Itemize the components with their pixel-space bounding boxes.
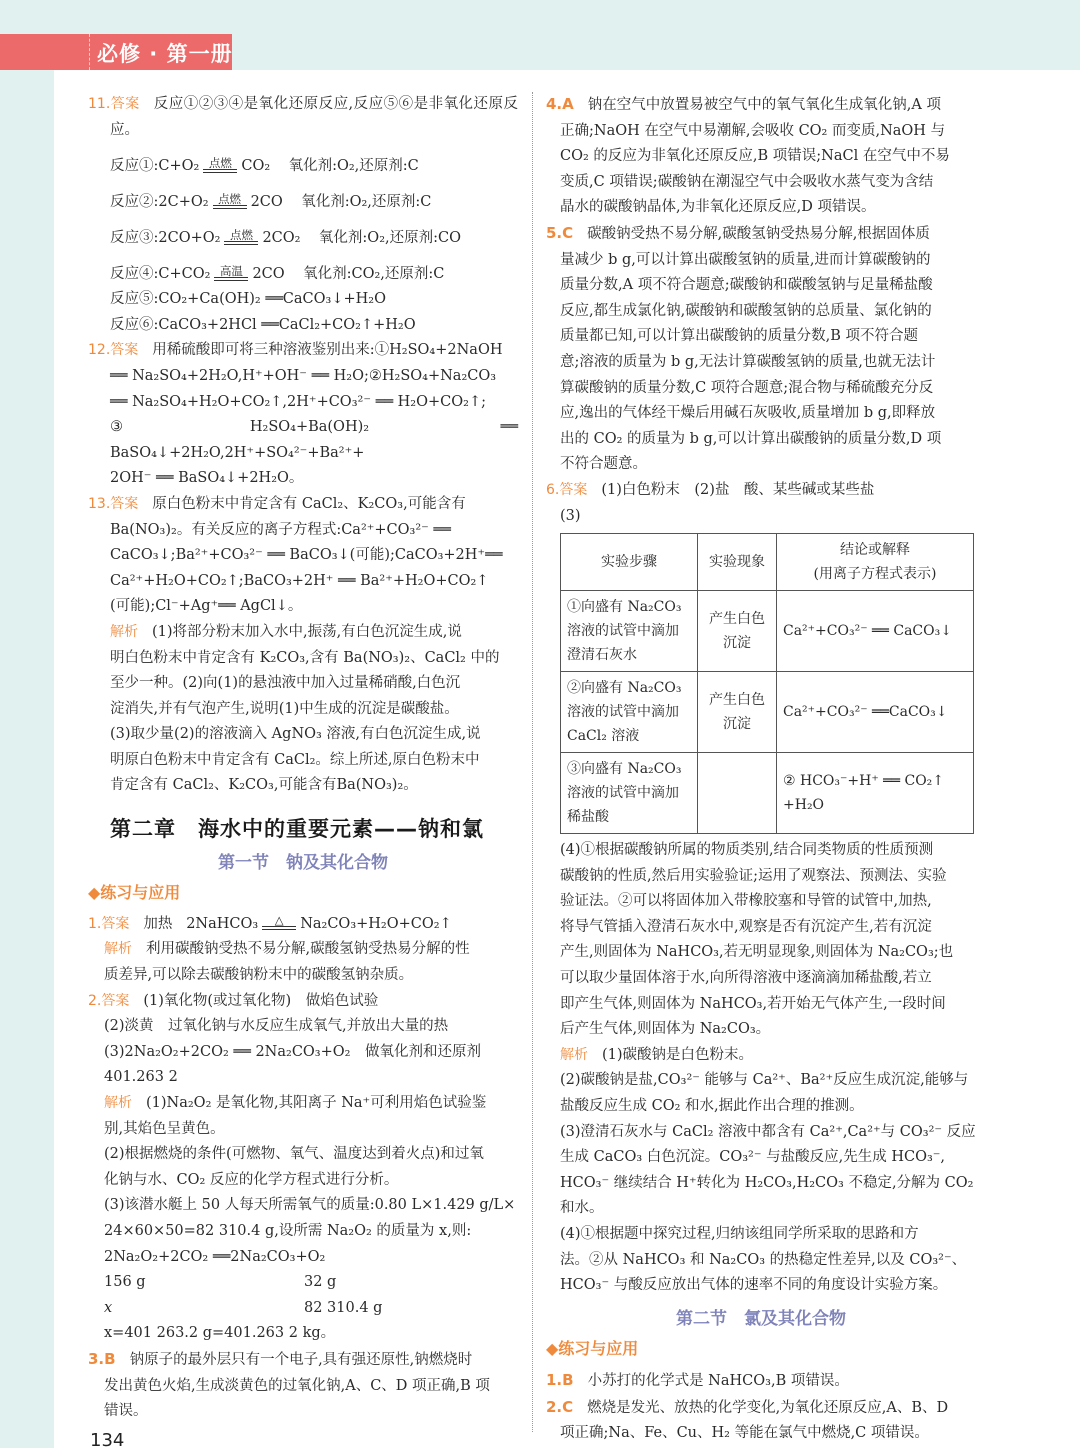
s2-answer-1: 1.B 小苏打的化学式是 NaHCO₃,B 项错误。 bbox=[546, 1370, 849, 1389]
s2-answer-2: 2.C 燃烧是发光、放热的化学变化,为氧化还原反应,A、B、D 项正确;Na、Fe、Cu、H₂ 等能在氯气中燃烧,C 项错误。 bbox=[546, 1397, 949, 1442]
answer-label: 2.答案 bbox=[88, 992, 130, 1009]
reaction-3: 反应③: 2CO+O₂ 点燃 2CO₂ 氧化剂:O₂,还原剂:CO bbox=[110, 228, 461, 246]
answer-label: 2.C bbox=[546, 1397, 574, 1416]
reaction-2: 反应②: 2C+O₂ 点燃 2CO 氧化剂:O₂,还原剂:C bbox=[110, 192, 432, 210]
table-row: ②向盛有 Na₂CO₃ 溶液的试管中滴加 CaCl₂ 溶液 产生白色沉淀 Ca²⁺+CO₃²⁻ ══CaCO₃↓ bbox=[561, 672, 974, 753]
reaction-4: 反应④: C+CO₂ 高温 2CO 氧化剂:CO₂,还原剂:C bbox=[110, 264, 445, 282]
table-header-row: 实验步骤 实验现象 结论或解释 (用离子方程式表示) bbox=[561, 534, 974, 591]
reaction-1: 反应①: C+O₂ 点燃 CO₂ 氧化剂:O₂,还原剂:C bbox=[110, 156, 419, 174]
answer-label: 3.B bbox=[88, 1349, 116, 1368]
page-number: 134 bbox=[90, 1430, 125, 1451]
answer-label: 5.C bbox=[546, 223, 574, 242]
analysis-label: 解析 bbox=[104, 941, 132, 958]
right-column bbox=[546, 92, 976, 1447]
s1-answer-5: 5.C 碳酸钠受热不易分解,碳酸氢钠受热易分解,根据固体质 量减少 b g,可以计算出碳酸氢钠的质量,进而计算碳酸钠的 质量分数,A 项不符合题意;碳酸钠和碳酸氢钠与足量稀盐酸 反应,都生成氯化钠,碳酸钠和碳酸氢钠的总质量、氯化钠的 质量都已知,可以计算出碳酸钠的质量分数,B 项不符合题 意;溶液的质量为 b g,无法计算碳酸氢钠的质量,也就无法计 算碳酸钠的质量分数,C 项符合题意;混合物与稀硫酸充分反 应,逸出的气体经干燥后用碱石灰吸收,质量增加 b g,即释放 出的 CO₂ 的质量为 b g,可以计算出碳酸钠的质量分数,D 项 不符合题意。 bbox=[546, 223, 942, 473]
chapter-title: 第二章 海水中的重要元素——钠和氯 bbox=[110, 817, 484, 842]
page-left-margin-strip bbox=[0, 55, 54, 1448]
column-divider bbox=[532, 92, 533, 1432]
answer-label: 11.答案 bbox=[88, 96, 140, 112]
left-column bbox=[88, 92, 518, 1425]
header-dash-line bbox=[89, 34, 90, 70]
practice-heading: ◆练习与应用 bbox=[88, 883, 181, 903]
practice-heading: ◆练习与应用 bbox=[546, 1339, 639, 1359]
book-title: 必修 · 第一册 bbox=[97, 42, 233, 66]
experiment-table bbox=[560, 533, 974, 834]
answer-label: 12.答案 bbox=[88, 342, 139, 359]
section-title: 第二节 氯及其化合物 bbox=[676, 1308, 846, 1329]
answer-11: 11.答案 反应①②③④是氧化还原反应,反应⑤⑥是非氧化还原反应。 反应①: C+O₂ 点燃 CO₂ 氧化剂:O₂,还原剂:C 反应②: 2C+O₂ 点燃 2CO 氧化剂:O₂,还原剂:C 反应③: 2CO+O₂ 点燃 2CO₂ 氧化剂:O₂,还原剂:CO 反应④: C+CO₂ 高温 2CO 氧化剂:CO₂,还原剂:C 反应⑤: CO₂+Ca(OH)₂ ══CaCO₃↓+H₂O 反应⑥: CaCO₃+2HCl ══CaCl₂+CO₂↑+H₂O bbox=[88, 92, 518, 338]
answer-label: 6.答案 bbox=[546, 481, 588, 498]
table-row: ①向盛有 Na₂CO₃ 溶液的试管中滴加澄清石灰水 产生白色沉淀 Ca²⁺+CO₃²⁻ ══ CaCO₃↓ bbox=[561, 591, 974, 672]
answer-label: 4.A bbox=[546, 95, 574, 113]
s1-answer-2: 2.答案 (1)氧化物(或过氧化物) 做焰色试验 (2)淡黄 过氧化钠与水反应生成氧气,并放出大量的热 (3)2Na₂O₂+2CO₂ ══ 2Na₂CO₃+O₂ 做氧化剂和还原剂 401.263 2 解析 (1)Na₂O₂ 是氧化物,其阳离子 Na⁺可利用焰色试验鉴 别,其焰色呈黄色。 (2)根据燃烧的条件(可燃物、氧气、温度达到着火点)和过氧 化钠与水、CO₂ 反应的化学方程式进行分析。 (3)该潜水艇上 50 人每天所需氧气的质量:0.80 L×1.429 g/L× 24×60×50=82 310.4 g,设所需 Na₂O₂ 的质量为 x,则: 2Na₂O₂+2CO₂ ══2Na₂CO₃+O₂ 156 g 32 g x 82 310.4 g x=401 263.2 g=401.263 2 kg。 bbox=[88, 989, 518, 1347]
s1-answer-4: 4.A 钠在空气中放置易被空气中的氧气氧化生成氧化钠,A 项 正确;NaOH 在空气中易潮解,会吸收 CO₂ 而变质,NaOH 与 CO₂ 的反应为非氧化还原反应,B 项错误;NaCl 在空气中不易 变质,C 项错误;碳酸钠在潮湿空气中会吸收水蒸气变为含结 晶水的碳酸钠晶体,为非氧化还原反应,D 项错误。 bbox=[546, 95, 950, 216]
reaction-5: 反应⑤: CO₂+Ca(OH)₂ ══CaCO₃↓+H₂O bbox=[110, 291, 386, 308]
s1-answer-1: 1.答案 加热 2NaHCO₃ △ Na₂CO₃+H₂O+CO₂↑ 解析 利用碳酸钠受热不易分解,碳酸氢钠受热易分解的性 质差异,可以除去碳酸钠粉末中的碳酸氢钠杂质。 bbox=[88, 912, 470, 984]
analysis-label: 解析 bbox=[104, 1095, 132, 1111]
s1-answer-6: 6.答案 (1)白色粉末 (2)盐 酸、某些碱或某些盐 (3) 实验步骤 实验现象 结论或解释 (用离子方程式表示) ①向盛有 Na₂CO₃ 溶液的试管中滴加澄清石灰水 产生白色沉淀 Ca²⁺+CO₃²⁻ ══ CaCO₃↓ ②向盛有 Na₂CO₃ 溶液的试管中滴加 CaCl₂ 溶液 产生白色沉淀 Ca²⁺+CO₃²⁻ ══CaCO₃↓ ③向盛有 Na₂CO₃ 溶液的试管中滴加稀盐酸 ② HCO₃⁻+H⁺ ══ CO₂↑ +H₂O (4)①根据碳酸钠所属的物质类别,结合同类物质的性质预测 碳酸钠的性质,然后用实验验证;运用了观察法、预测法、实验 验证法。②可以将固体加入带橡胶塞和导管的试管中,加热, 将导气管插入澄清石灰水中,观察是否有沉淀产生,若有沉淀 产生,则固体为 NaHCO₃,若无明显现象,则固体为 Na₂CO₃;也 可以取少量固体溶于水,向所得溶液中逐滴滴加稀盐酸,若立 即产生气体,则固体为 NaHCO₃,若开始无气体产生,一段时间 后产生气体,则固体为 Na₂CO₃。 解析 (1)碳酸钠是白色粉末。 (2)碳酸钠是盐,CO₃²⁻ 能够与 Ca²⁺、Ba²⁺反应生成沉淀,能够与 盐酸反应生成 CO₂ 和水,据此作出合理的推测。 (3)澄清石灰水与 CaCl₂ 溶液中都含有 Ca²⁺,Ca²⁺与 CO₃²⁻ 反应 生成 CaCO₃ 白色沉淀。CO₃²⁻ 与盐酸反应,先生成 HCO₃⁻, HCO₃⁻ 继续结合 H⁺转化为 H₂CO₃,H₂CO₃ 不稳定,分解为 CO₂ 和水。 (4)①根据题中探究过程,归纳该组同学所采取的思路和方 法。②从 NaHCO₃ 和 Na₂CO₃ 的热稳定性差异,以及 CO₃²⁻、 HCO₃⁻ 与酸反应放出气体的速率不同的角度设计实验方案。 bbox=[546, 481, 976, 1294]
answer-label: 1.B bbox=[546, 1370, 574, 1389]
table-row: ③向盛有 Na₂CO₃ 溶液的试管中滴加稀盐酸 ② HCO₃⁻+H⁺ ══ CO₂↑ +H₂O bbox=[561, 753, 974, 834]
section-title: 第一节 钠及其化合物 bbox=[218, 852, 388, 873]
calc-row: 156 g 32 g bbox=[104, 1274, 337, 1291]
answer-13: 13.答案 原白色粉末中肯定含有 CaCl₂、K₂CO₃,可能含有 Ba(NO₃)₂。有关反应的离子方程式:Ca²⁺+CO₃²⁻ ══ CaCO₃↓;Ba²⁺+CO₃²⁻ ══ BaCO₃↓(可能);CaCO₃+2H⁺══ Ca²⁺+H₂O+CO₂↑;BaCO₃+2H⁺ ══ Ba²⁺+H₂O+CO₂↑ (可能);Cl⁻+Ag⁺══ AgCl↓。 解析 (1)将部分粉末加入水中,振荡,有白色沉淀生成,说 明白色粉末中肯定含有 K₂CO₃,含有 Ba(NO₃)₂、CaCl₂ 中的 至少一种。(2)向(1)的悬浊液中加入过量稀硝酸,白色沉 淀消失,并有气泡产生,说明(1)中生成的沉淀是碳酸盐。 (3)取少量(2)的溶液滴入 AgNO₃ 溶液,有白色沉淀生成,说 明原白色粉末中肯定含有 CaCl₂。综上所述,原白色粉末中 肯定含有 CaCl₂、K₂CO₃,可能含有Ba(NO₃)₂。 bbox=[88, 495, 503, 794]
analysis-label: 解析 bbox=[560, 1046, 588, 1063]
s1-answer-3: 3.B 钠原子的最外层只有一个电子,具有强还原性,钠燃烧时 发出黄色火焰,生成淡黄色的过氧化钠,A、C、D 项正确,B 项 错误。 bbox=[88, 1349, 490, 1420]
analysis-label: 解析 bbox=[110, 623, 138, 640]
calc-row: x 82 310.4 g bbox=[104, 1299, 383, 1316]
answer-label: 13.答案 bbox=[88, 495, 139, 512]
answer-12: 12.答案 用稀硫酸即可将三种溶液鉴别出来:①H₂SO₄+2NaOH ══ Na₂SO₄+2H₂O,H⁺+OH⁻ ══ H₂O;②H₂SO₄+Na₂CO₃ ══ Na₂SO₄+H₂O+CO₂↑,2H⁺+CO₃²⁻ ══ H₂O+CO₂↑; ③H₂SO₄+Ba(OH)₂ ══ BaSO₄↓+2H₂O,2H⁺+SO₄²⁻+Ba²⁺+ 2OH⁻ ══ BaSO₄↓+2H₂O。 bbox=[88, 342, 518, 487]
answer-label: 1.答案 bbox=[88, 915, 130, 932]
reaction-6: 反应⑥: CaCO₃+2HCl ══CaCl₂+CO₂↑+H₂O bbox=[110, 316, 416, 333]
